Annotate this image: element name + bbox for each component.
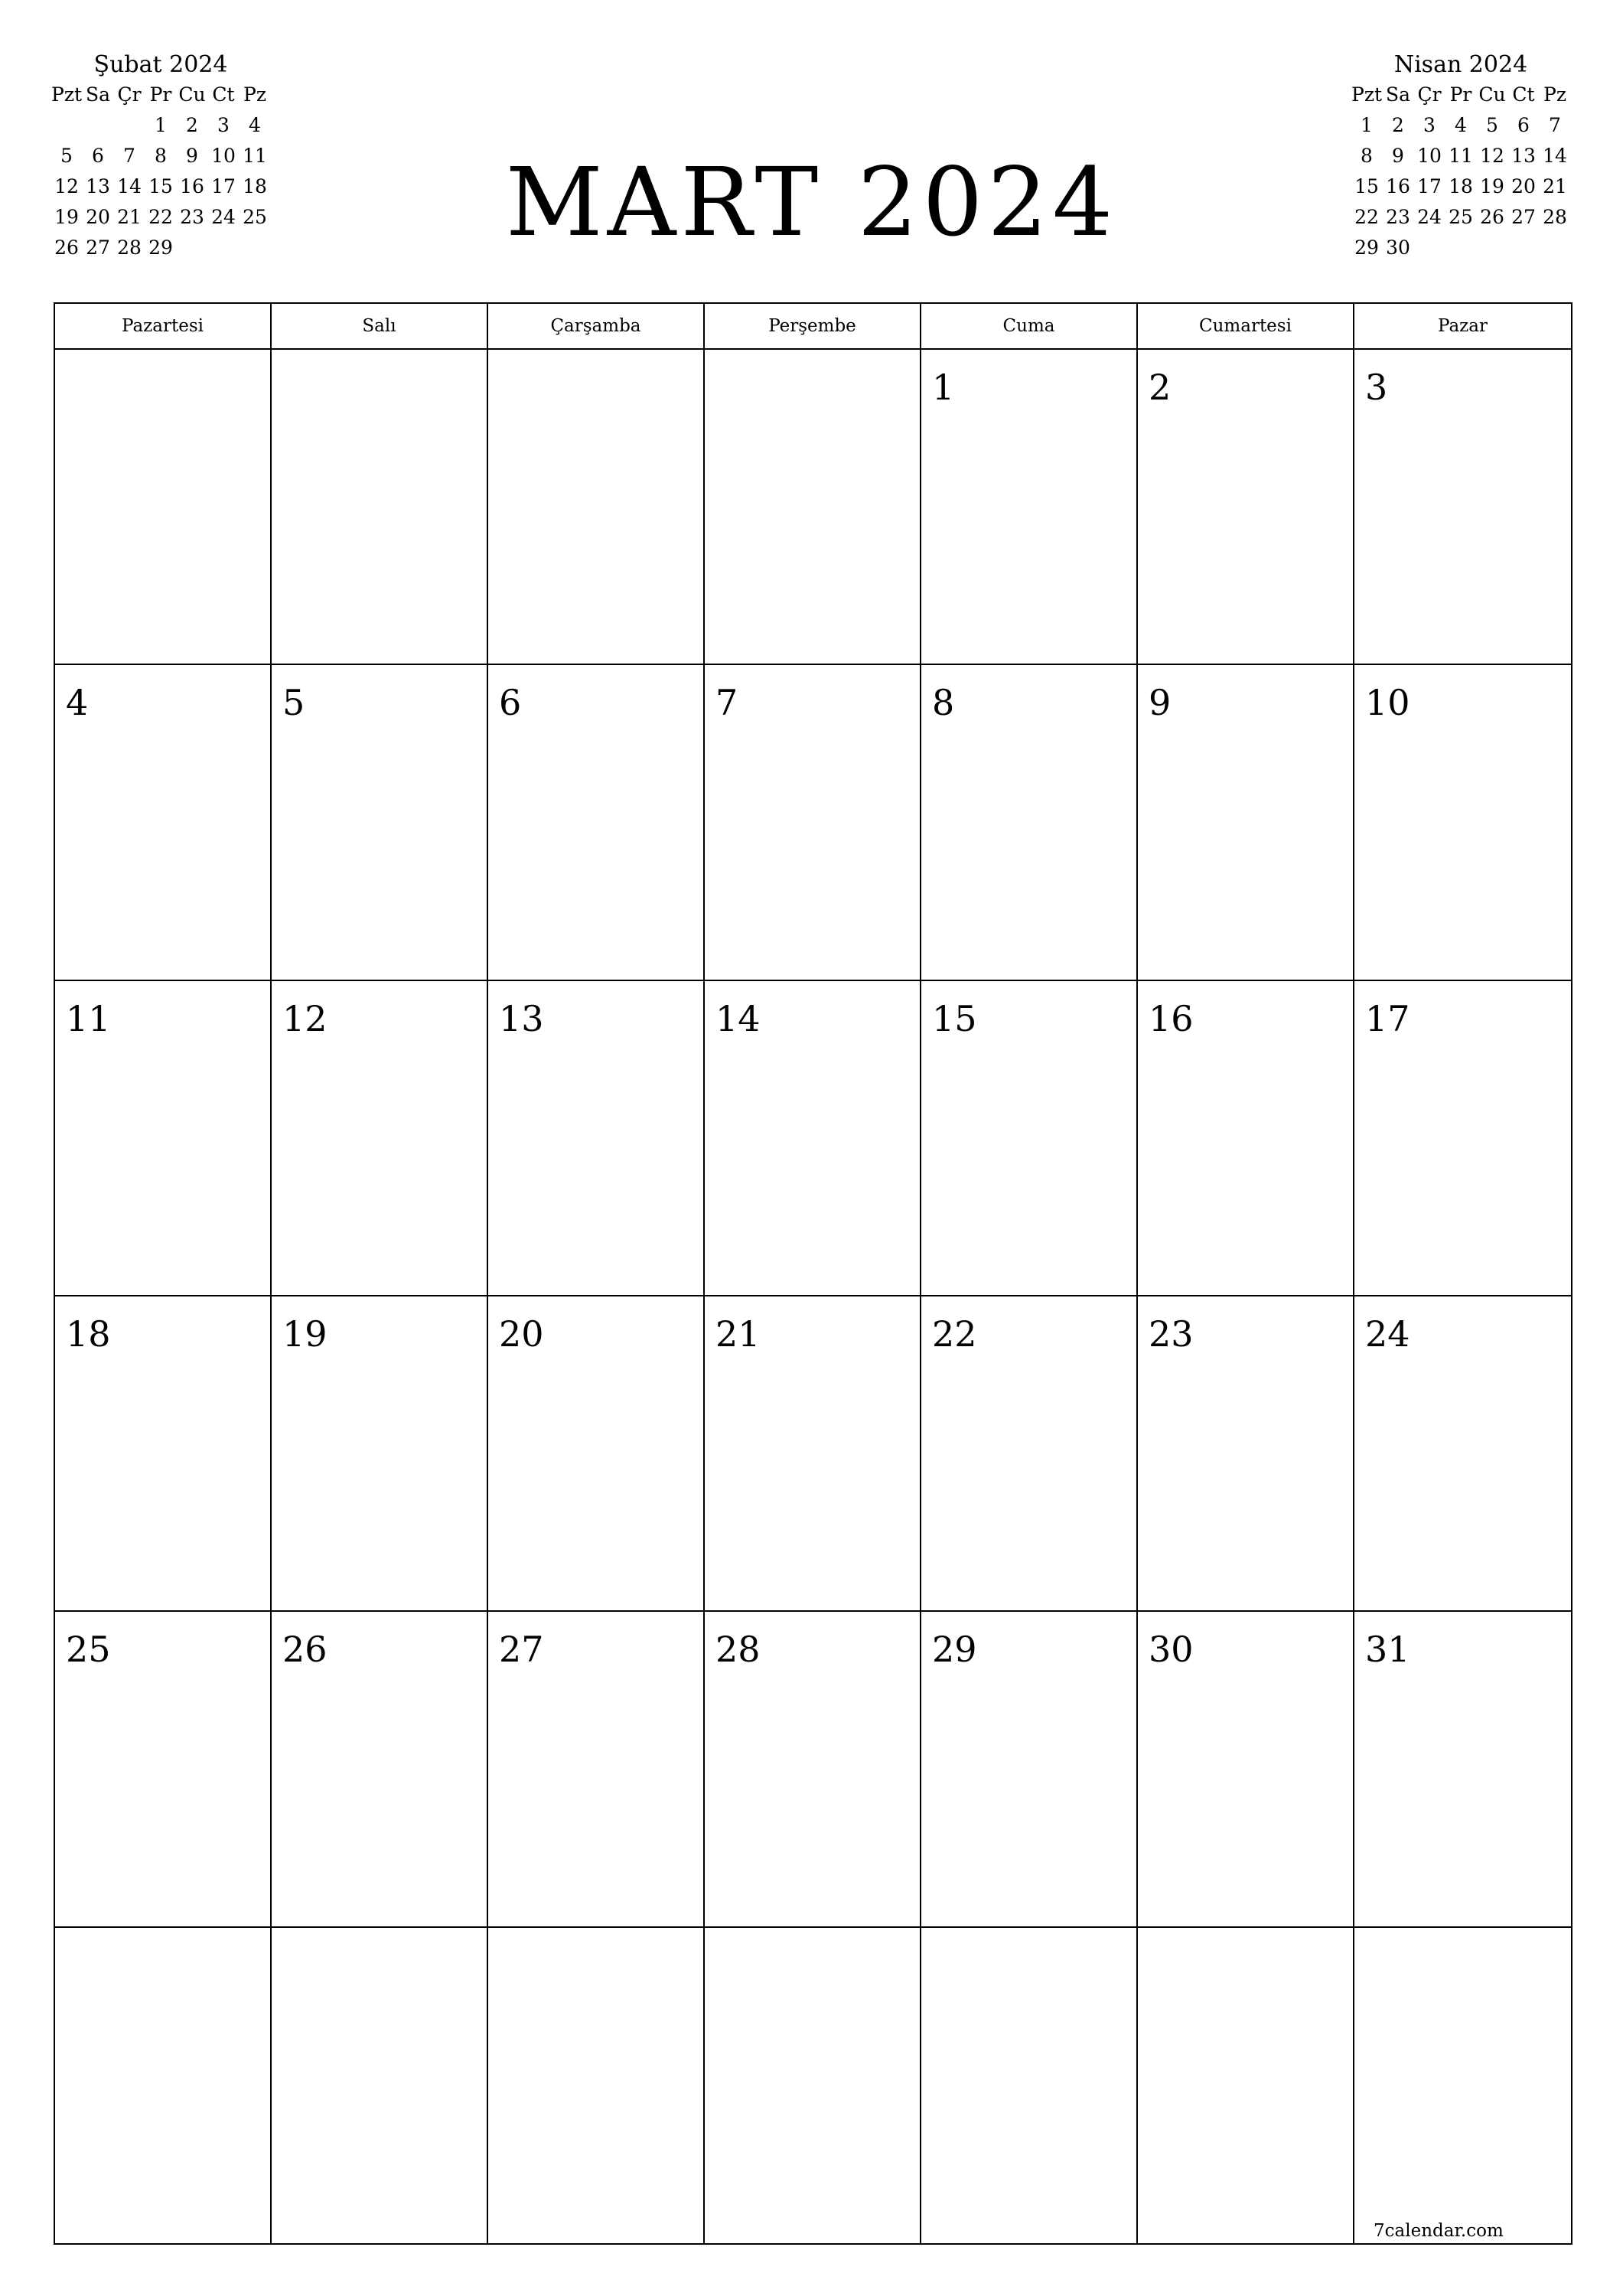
day-cell[interactable] xyxy=(1354,1928,1571,2243)
mini-day xyxy=(1508,233,1539,263)
day-cell[interactable] xyxy=(55,981,272,1296)
day-cell[interactable] xyxy=(272,981,488,1296)
mini-day: 17 xyxy=(1417,175,1442,197)
mini-day: 12 xyxy=(1480,145,1504,167)
mini-day: 2 xyxy=(186,114,198,136)
mini-day: 27 xyxy=(86,236,110,259)
mini-day: 7 xyxy=(1549,114,1561,136)
day-number: 5 xyxy=(282,682,305,724)
day-cell[interactable] xyxy=(1138,665,1354,980)
mini-calendar-previous-month xyxy=(51,51,270,263)
mini-weekday-label: Sa xyxy=(85,83,111,106)
day-number: 23 xyxy=(1149,1313,1194,1355)
mini-day: 28 xyxy=(117,236,142,259)
mini-weekday-label: Cu xyxy=(1478,83,1506,106)
day-cell[interactable] xyxy=(55,350,272,665)
mini-calendar-title: Nisan 2024 xyxy=(1393,51,1528,78)
day-cell[interactable] xyxy=(705,1612,921,1927)
weekday-header: Perşembe xyxy=(705,304,921,350)
day-number: 9 xyxy=(1149,682,1172,724)
mini-weekday-label: Pr xyxy=(149,83,172,106)
mini-day: 24 xyxy=(211,206,236,228)
day-cell[interactable] xyxy=(55,1612,272,1927)
mini-day: 10 xyxy=(211,145,236,167)
month-title: MART 2024 xyxy=(505,148,1118,258)
mini-day: 1 xyxy=(1361,114,1373,136)
day-cell[interactable] xyxy=(1354,350,1571,665)
day-cell[interactable] xyxy=(705,981,921,1296)
day-cell[interactable] xyxy=(921,1928,1138,2243)
day-number: 22 xyxy=(932,1313,977,1355)
day-cell[interactable] xyxy=(55,665,272,980)
mini-weekday-label: Pzt xyxy=(51,83,83,106)
day-cell[interactable] xyxy=(705,665,921,980)
day-number: 14 xyxy=(715,997,761,1039)
mini-day: 21 xyxy=(1543,175,1567,197)
day-cell[interactable] xyxy=(272,1612,488,1927)
day-cell[interactable] xyxy=(921,981,1138,1296)
mini-day: 16 xyxy=(180,175,204,197)
day-number: 27 xyxy=(499,1629,544,1671)
day-number: 11 xyxy=(66,997,111,1039)
mini-day: 7 xyxy=(123,145,135,167)
site-credit: 7calendar.com xyxy=(1374,2221,1504,2241)
mini-weekday-label: Çr xyxy=(1417,83,1442,106)
day-number: 16 xyxy=(1149,997,1194,1039)
mini-day xyxy=(1477,233,1507,263)
mini-day: 14 xyxy=(117,175,142,197)
mini-day xyxy=(1540,233,1570,263)
day-cell[interactable] xyxy=(488,1928,705,2243)
mini-day: 8 xyxy=(155,145,167,167)
day-number: 21 xyxy=(715,1313,761,1355)
day-cell[interactable] xyxy=(705,1928,921,2243)
weekday-header: Cuma xyxy=(921,304,1138,350)
day-cell[interactable] xyxy=(55,1928,272,2243)
mini-day: 19 xyxy=(1480,175,1504,197)
weekday-header: Cumartesi xyxy=(1138,304,1354,350)
mini-day: 16 xyxy=(1386,175,1410,197)
day-number: 15 xyxy=(932,997,977,1039)
day-cell[interactable] xyxy=(488,981,705,1296)
mini-day: 11 xyxy=(243,145,267,167)
mini-day: 20 xyxy=(1511,175,1536,197)
day-cell[interactable] xyxy=(1138,1296,1354,1612)
day-number: 4 xyxy=(66,682,89,724)
mini-weekday-label: Pr xyxy=(1449,83,1472,106)
mini-day: 15 xyxy=(148,175,173,197)
day-number: 18 xyxy=(66,1313,111,1355)
mini-day: 9 xyxy=(1392,145,1404,167)
day-number: 30 xyxy=(1149,1629,1194,1671)
mini-day: 29 xyxy=(148,236,173,259)
mini-day: 3 xyxy=(217,114,230,136)
mini-day: 13 xyxy=(1511,145,1536,167)
day-number: 8 xyxy=(932,682,955,724)
day-number: 28 xyxy=(715,1629,761,1671)
day-cell[interactable] xyxy=(1354,1612,1571,1927)
day-number: 3 xyxy=(1365,367,1388,408)
mini-weekday-label: Cu xyxy=(178,83,206,106)
weekday-header: Pazartesi xyxy=(55,304,272,350)
weekday-header: Pazar xyxy=(1354,304,1571,350)
mini-day xyxy=(177,233,207,263)
day-cell[interactable] xyxy=(1354,1296,1571,1612)
mini-weekday-label: Ct xyxy=(1512,83,1535,106)
mini-day: 10 xyxy=(1417,145,1442,167)
mini-day: 27 xyxy=(1511,206,1536,228)
day-cell[interactable] xyxy=(488,350,705,665)
mini-day: 18 xyxy=(1449,175,1473,197)
mini-day: 28 xyxy=(1543,206,1567,228)
day-cell[interactable] xyxy=(1138,350,1354,665)
weekday-header: Salı xyxy=(272,304,488,350)
mini-day: 12 xyxy=(54,175,79,197)
mini-day: 5 xyxy=(1486,114,1498,136)
month-grid xyxy=(54,302,1572,2245)
mini-day: 6 xyxy=(92,145,104,167)
mini-day: 4 xyxy=(1455,114,1467,136)
weekday-header: Çarşamba xyxy=(488,304,705,350)
mini-day: 26 xyxy=(1480,206,1504,228)
day-number: 2 xyxy=(1149,367,1172,408)
day-cell[interactable] xyxy=(921,1296,1138,1612)
mini-day xyxy=(83,110,113,141)
day-cell[interactable] xyxy=(921,350,1138,665)
mini-day: 30 xyxy=(1386,236,1410,259)
mini-day: 9 xyxy=(186,145,198,167)
day-number: 12 xyxy=(282,997,328,1039)
day-number: 31 xyxy=(1365,1629,1410,1671)
mini-calendar-grid xyxy=(1351,80,1570,263)
mini-day xyxy=(114,110,145,141)
day-number: 24 xyxy=(1365,1313,1410,1355)
mini-day: 20 xyxy=(86,206,110,228)
day-number: 6 xyxy=(499,682,522,724)
day-cell[interactable] xyxy=(488,665,705,980)
mini-day: 6 xyxy=(1517,114,1530,136)
day-number: 17 xyxy=(1365,997,1410,1039)
mini-day: 24 xyxy=(1417,206,1442,228)
day-cell[interactable] xyxy=(921,1612,1138,1927)
day-number: 20 xyxy=(499,1313,544,1355)
day-number: 26 xyxy=(282,1629,328,1671)
day-number: 13 xyxy=(499,997,544,1039)
day-cell[interactable] xyxy=(705,350,921,665)
mini-day xyxy=(240,233,270,263)
day-cell[interactable] xyxy=(1138,981,1354,1296)
mini-day: 22 xyxy=(1354,206,1379,228)
mini-day: 19 xyxy=(54,206,79,228)
day-cell[interactable] xyxy=(1138,1928,1354,2243)
mini-day: 4 xyxy=(249,114,261,136)
day-cell[interactable] xyxy=(921,665,1138,980)
mini-calendar-title: Şubat 2024 xyxy=(93,51,228,78)
mini-day xyxy=(208,233,239,263)
day-number: 19 xyxy=(282,1313,328,1355)
mini-day: 8 xyxy=(1361,145,1373,167)
mini-day: 2 xyxy=(1392,114,1404,136)
mini-calendar-grid xyxy=(51,80,270,263)
mini-day xyxy=(51,110,82,141)
day-cell[interactable] xyxy=(488,1296,705,1612)
mini-day: 17 xyxy=(211,175,236,197)
mini-day: 18 xyxy=(243,175,267,197)
day-cell[interactable] xyxy=(272,665,488,980)
mini-day: 22 xyxy=(148,206,173,228)
day-number: 7 xyxy=(715,682,738,724)
day-cell[interactable] xyxy=(272,1296,488,1612)
mini-day xyxy=(1414,233,1445,263)
mini-day: 14 xyxy=(1543,145,1567,167)
mini-day: 25 xyxy=(1449,206,1473,228)
day-cell[interactable] xyxy=(272,350,488,665)
mini-day: 29 xyxy=(1354,236,1379,259)
mini-day: 21 xyxy=(117,206,142,228)
mini-day: 23 xyxy=(1386,206,1410,228)
mini-weekday-label: Ct xyxy=(212,83,235,106)
mini-day: 23 xyxy=(180,206,204,228)
day-cell[interactable] xyxy=(55,1296,272,1612)
mini-day: 25 xyxy=(243,206,267,228)
mini-day: 15 xyxy=(1354,175,1379,197)
day-cell[interactable] xyxy=(1138,1612,1354,1927)
mini-calendar-next-month xyxy=(1351,51,1570,263)
mini-day: 3 xyxy=(1423,114,1436,136)
day-cell[interactable] xyxy=(488,1612,705,1927)
mini-weekday-label: Pzt xyxy=(1351,83,1383,106)
mini-weekday-label: Pz xyxy=(243,83,266,106)
day-number: 25 xyxy=(66,1629,111,1671)
mini-day: 11 xyxy=(1449,145,1473,167)
mini-weekday-label: Pz xyxy=(1543,83,1566,106)
mini-day: 1 xyxy=(155,114,167,136)
day-number: 1 xyxy=(932,367,955,408)
mini-day: 13 xyxy=(86,175,110,197)
day-number: 29 xyxy=(932,1629,977,1671)
day-cell[interactable] xyxy=(705,1296,921,1612)
day-cell[interactable] xyxy=(1354,665,1571,980)
mini-weekday-label: Sa xyxy=(1385,83,1411,106)
mini-day xyxy=(1445,233,1476,263)
day-cell[interactable] xyxy=(272,1928,488,2243)
day-number: 10 xyxy=(1365,682,1410,724)
mini-weekday-label: Çr xyxy=(117,83,142,106)
mini-day: 26 xyxy=(54,236,79,259)
mini-day: 5 xyxy=(60,145,73,167)
day-cell[interactable] xyxy=(1354,981,1571,1296)
